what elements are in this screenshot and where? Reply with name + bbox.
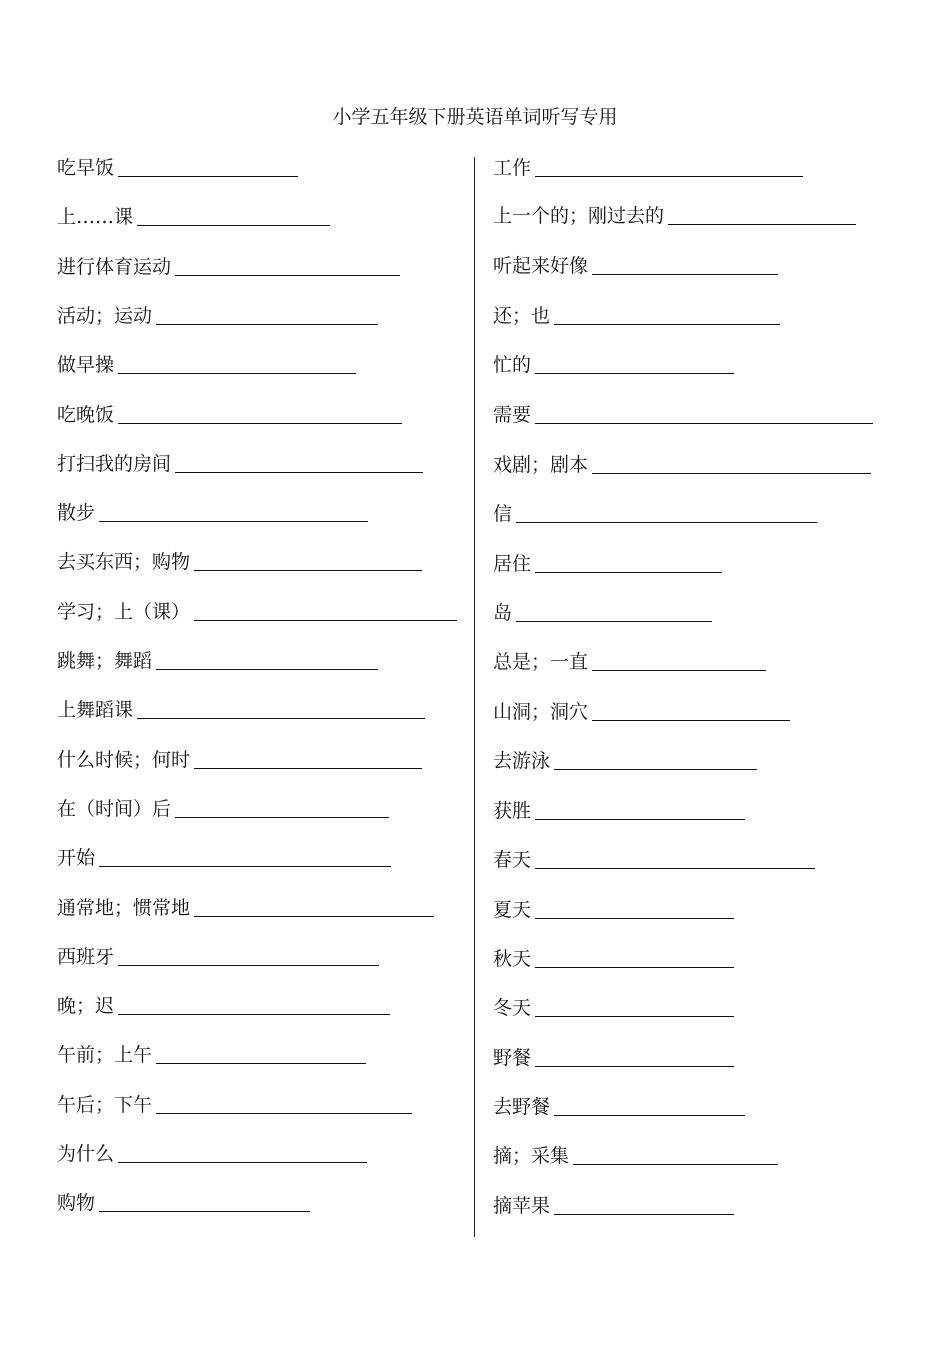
item-label: 午后；下午 <box>57 1094 153 1116</box>
item-label: 在（时间）后 <box>57 798 172 820</box>
dictation-item <box>493 595 712 625</box>
dictation-item <box>57 692 425 722</box>
item-label: 什么时候；何时 <box>57 749 191 771</box>
item-label: 居住 <box>493 553 532 575</box>
answer-blank[interactable] <box>554 769 757 770</box>
dictation-item <box>57 397 402 427</box>
dictation-item <box>493 793 745 823</box>
dictation-item <box>493 842 815 872</box>
item-label: 获胜 <box>493 800 532 822</box>
answer-blank[interactable] <box>118 176 298 177</box>
answer-blank[interactable] <box>194 570 422 571</box>
dictation-item <box>57 495 368 525</box>
dictation-item <box>57 544 422 574</box>
dictation-item <box>493 990 734 1020</box>
answer-blank[interactable] <box>516 621 712 622</box>
answer-blank[interactable] <box>592 670 766 671</box>
item-label: 上舞蹈课 <box>57 699 134 721</box>
page-title: 小学五年级下册英语单词听写专用 <box>332 106 618 128</box>
item-label: 戏剧；剧本 <box>493 454 589 476</box>
dictation-item <box>57 890 434 920</box>
item-label: 开始 <box>57 847 96 869</box>
dictation-item <box>57 1037 366 1067</box>
dictation-item <box>57 1087 412 1117</box>
dictation-item <box>57 742 422 772</box>
item-label: 去野餐 <box>493 1096 551 1118</box>
answer-blank[interactable] <box>99 866 391 867</box>
answer-blank[interactable] <box>118 1014 390 1015</box>
dictation-item <box>493 447 871 477</box>
dictation-item <box>493 546 722 576</box>
item-label: 春天 <box>493 849 532 871</box>
answer-blank[interactable] <box>175 275 400 276</box>
answer-blank[interactable] <box>535 176 803 177</box>
item-label: 打扫我的房间 <box>57 453 172 475</box>
answer-blank[interactable] <box>118 965 379 966</box>
dictation-item <box>493 298 780 328</box>
dictation-item <box>493 941 734 971</box>
dictation-item <box>493 248 778 278</box>
answer-blank[interactable] <box>668 224 856 225</box>
answer-blank[interactable] <box>194 620 457 621</box>
dictation-item <box>493 198 856 228</box>
dictation-item <box>493 347 734 377</box>
answer-blank[interactable] <box>156 1063 366 1064</box>
item-label: 购物 <box>57 1192 96 1214</box>
dictation-item <box>57 643 378 673</box>
dictation-item <box>57 594 457 624</box>
answer-blank[interactable] <box>194 768 422 769</box>
item-label: 上……课 <box>57 206 134 228</box>
dictation-item <box>493 150 803 180</box>
dictation-item <box>57 199 330 229</box>
answer-blank[interactable] <box>592 274 778 275</box>
answer-blank[interactable] <box>573 1164 778 1165</box>
item-label: 散步 <box>57 502 96 524</box>
answer-blank[interactable] <box>554 324 780 325</box>
item-label: 吃早饭 <box>57 157 115 179</box>
dictation-item <box>493 1089 745 1119</box>
dictation-item <box>57 347 356 377</box>
item-label: 去游泳 <box>493 750 551 772</box>
dictation-item <box>493 743 757 773</box>
answer-blank[interactable] <box>592 720 790 721</box>
answer-blank[interactable] <box>99 1211 310 1212</box>
item-label: 还；也 <box>493 305 551 327</box>
dictation-item <box>57 298 378 328</box>
item-label: 西班牙 <box>57 946 115 968</box>
answer-blank[interactable] <box>175 472 423 473</box>
answer-blank[interactable] <box>118 1162 367 1163</box>
dictation-item <box>57 988 390 1018</box>
answer-blank[interactable] <box>99 521 368 522</box>
dictation-item <box>493 1138 778 1168</box>
answer-blank[interactable] <box>535 1016 734 1017</box>
answer-blank[interactable] <box>535 572 722 573</box>
dictation-item <box>57 150 298 180</box>
answer-blank[interactable] <box>535 967 734 968</box>
dictation-item <box>57 791 389 821</box>
item-label: 岛 <box>493 602 513 624</box>
item-label: 摘苹果 <box>493 1195 551 1217</box>
answer-blank[interactable] <box>175 817 389 818</box>
item-label: 工作 <box>493 157 532 179</box>
item-label: 需要 <box>493 404 532 426</box>
answer-blank[interactable] <box>535 1066 734 1067</box>
answer-blank[interactable] <box>554 1115 745 1116</box>
item-label: 忙的 <box>493 354 532 376</box>
item-label: 信 <box>493 503 513 525</box>
item-label: 野餐 <box>493 1047 532 1069</box>
dictation-item <box>57 249 400 279</box>
dictation-item <box>493 644 766 674</box>
column-divider <box>474 157 475 1237</box>
dictation-item <box>493 1040 734 1070</box>
item-label: 去买东西；购物 <box>57 551 191 573</box>
dictation-item <box>493 892 734 922</box>
answer-blank[interactable] <box>535 868 815 869</box>
item-label: 活动；运动 <box>57 305 153 327</box>
item-label: 进行体育运动 <box>57 256 172 278</box>
item-label: 听起来好像 <box>493 255 589 277</box>
answer-blank[interactable] <box>118 373 356 374</box>
answer-blank[interactable] <box>118 423 402 424</box>
item-label: 为什么 <box>57 1143 115 1165</box>
item-label: 做早操 <box>57 354 115 376</box>
dictation-item <box>57 1185 310 1215</box>
dictation-item <box>493 694 790 724</box>
item-label: 总是；一直 <box>493 651 589 673</box>
dictation-item <box>57 939 379 969</box>
answer-blank[interactable] <box>535 819 745 820</box>
item-label: 跳舞；舞蹈 <box>57 650 153 672</box>
item-label: 秋天 <box>493 948 532 970</box>
item-label: 夏天 <box>493 899 532 921</box>
answer-blank[interactable] <box>156 669 378 670</box>
dictation-item <box>493 397 873 427</box>
item-label: 摘；采集 <box>493 1145 570 1167</box>
answer-blank[interactable] <box>137 225 330 226</box>
item-label: 午前；上午 <box>57 1044 153 1066</box>
answer-blank[interactable] <box>194 916 434 917</box>
item-label: 通常地；惯常地 <box>57 897 191 919</box>
dictation-item <box>57 1136 367 1166</box>
item-label: 冬天 <box>493 997 532 1019</box>
answer-blank[interactable] <box>535 423 873 424</box>
answer-blank[interactable] <box>516 522 817 523</box>
dictation-item <box>493 1188 734 1218</box>
answer-blank[interactable] <box>156 324 378 325</box>
answer-blank[interactable] <box>554 1214 734 1215</box>
answer-blank[interactable] <box>156 1113 412 1114</box>
dictation-item <box>493 496 817 526</box>
answer-blank[interactable] <box>137 718 425 719</box>
item-label: 吃晚饭 <box>57 404 115 426</box>
item-label: 上一个的；刚过去的 <box>493 205 665 227</box>
dictation-item <box>57 840 391 870</box>
item-label: 晚；迟 <box>57 995 115 1017</box>
answer-blank[interactable] <box>535 918 734 919</box>
item-label: 山洞；洞穴 <box>493 701 589 723</box>
answer-blank[interactable] <box>592 473 871 474</box>
dictation-item <box>57 446 423 476</box>
answer-blank[interactable] <box>535 373 734 374</box>
item-label: 学习；上（课） <box>57 601 191 623</box>
